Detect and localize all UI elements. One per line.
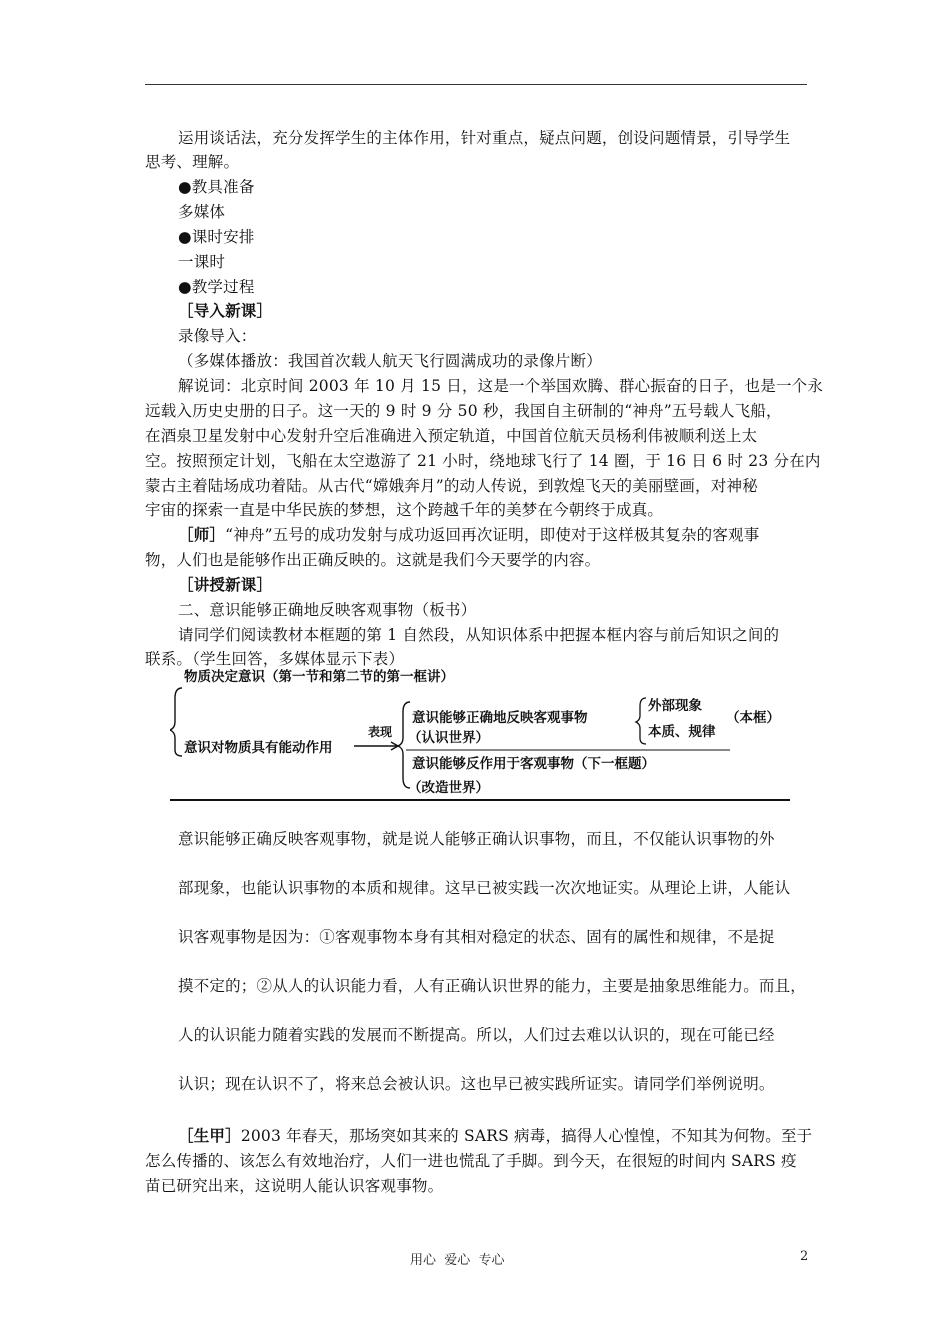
diagram-left-text: 意识对物质具有能动作用 (184, 740, 333, 756)
paragraph-line: 请同学们阅读教材本框题的第 1 自然段，从知识体系中把握本框内容与前后知识之间的 (178, 626, 780, 644)
paragraph-line (178, 524, 848, 546)
paragraph-line: 思考、理解。 (145, 153, 240, 171)
left-brace (170, 688, 182, 756)
paragraph-line: 物，人们也是能够作出正确反映的。这就是我们今天要学的内容。 (145, 551, 601, 569)
heading-class-hours: ●课时安排 (178, 228, 255, 246)
paragraph-line: 远载入历史史册的日子。这一天的 9 时 9 分 50 秒，我国自主研制的“神舟”五号载人飞船， (145, 402, 782, 420)
paragraph-line: （多媒体播放：我国首次载人航天飞行圆满成功的录像片断） (178, 352, 602, 370)
paragraph-line: 联系。（学生回答，多媒体显示下表） (145, 650, 405, 668)
paragraph-line: 摸不定的；②从人的认识能力看，人有正确认识世界的能力，主要是抽象思维能力。而且， (178, 977, 807, 995)
paragraph-line: 在酒泉卫星发射中心发射升空后准确进入预定轨道，中国首位航天员杨利伟被顺利送上太 (145, 427, 758, 445)
paragraph-line: 空。按照预定计划，飞船在太空遨游了 21 小时，绕地球飞行了 14 圈，于 16 日 6 时 23 分在内 (145, 452, 821, 470)
page-number: 2 (800, 1249, 809, 1264)
knowledge-structure-diagram (170, 664, 800, 804)
branch-1b-text: 本质、规律 (648, 724, 716, 740)
paragraph-line: 人的认识能力随着实践的发展而不断提高。所以，人们过去难以认识的，现在可能已经 (178, 1026, 775, 1044)
right-brace (636, 698, 646, 744)
paragraph-line: 蒙古主着陆场成功着陆。从古代“嫦娥奔月”的动人传说，到敦煌飞天的美丽壁画，对神秘 (145, 477, 758, 495)
header-rule (145, 84, 807, 85)
branch-1-text: 意识能够正确地反映客观事物 (412, 710, 588, 726)
paragraph-line (178, 1125, 848, 1147)
student-tag: ［生甲］ (178, 1126, 241, 1145)
paragraph-text: “神舟”五号的成功发射与成功返回再次证明，即使对于这样极其复杂的客观事 (225, 526, 760, 544)
paragraph-text: 2003 年春天，那场突如其来的 SARS 病毒，搞得人心惶惶，不知其为何物。至于 (240, 1127, 813, 1145)
paragraph-line: 一课时 (178, 253, 226, 271)
paragraph-line: 宇宙的探索一直是中华民族的梦想，这个跨越千年的美梦在今朝终于成真。 (145, 501, 664, 519)
arrow-label: 表现 (368, 725, 393, 739)
paragraph-line: 录像导入： (178, 327, 257, 345)
paragraph-line: 运用谈话法，充分发挥学生的主体作用，针对重点，疑点问题，创设问题情景，引导学生 (178, 129, 791, 147)
paragraph-line: 解说词：北京时间 2003 年 10 月 15 日，这是一个举国欢腾、群心振奋的日子，也是一个永 (178, 377, 824, 395)
heading-intro: ［导入新课］ (178, 301, 273, 320)
branch-2-subtext: （改造世界） (408, 780, 489, 796)
paragraph-line: 意识能够正确反映客观事物，就是说人能够正确认识事物，而且，不仅能认识事物的外 (178, 830, 775, 848)
teacher-tag: ［师］ (178, 525, 226, 544)
branch-1-note: （本框） (726, 710, 780, 726)
paragraph-line: 苗已研究出来，这说明人能认识客观事物。 (145, 1177, 444, 1195)
diagram-top-text: 物质决定意识（第一节和第二节的第一框讲） (184, 669, 454, 685)
section-title: 二、意识能够正确地反映客观事物（板书） (178, 601, 477, 619)
paragraph-line: 多媒体 (178, 203, 226, 221)
footer-motto: 用心 爱心 专心 (410, 1253, 505, 1268)
paragraph-line: 认识；现在认识不了，将来总会被认识。这也早已被实践所证实。请同学们举例说明。 (178, 1075, 775, 1093)
heading-new-lesson: ［讲授新课］ (178, 575, 273, 594)
paragraph-line: 识客观事物是因为：①客观事物本身有其相对稳定的状态、固有的属性和规律，不是捉 (178, 928, 775, 946)
branch-2-text: 意识能够反作用于客观事物（下一框题） (412, 756, 655, 772)
paragraph-line: 怎么传播的、该怎么有效地治疗，人们一进也慌乱了手脚。到今天，在很短的时间内 SARS 疫 (145, 1152, 797, 1170)
branch-1-subtext: （认识世界） (408, 730, 489, 746)
heading-teaching-process: ●教学过程 (178, 278, 255, 296)
paragraph-line: 部现象，也能认识事物的本质和规律。这早已被实践一次次地证实。从理论上讲，人能认 (178, 879, 791, 897)
branch-1a-text: 外部现象 (648, 698, 702, 714)
heading-teaching-tools: ●教具准备 (178, 178, 255, 196)
